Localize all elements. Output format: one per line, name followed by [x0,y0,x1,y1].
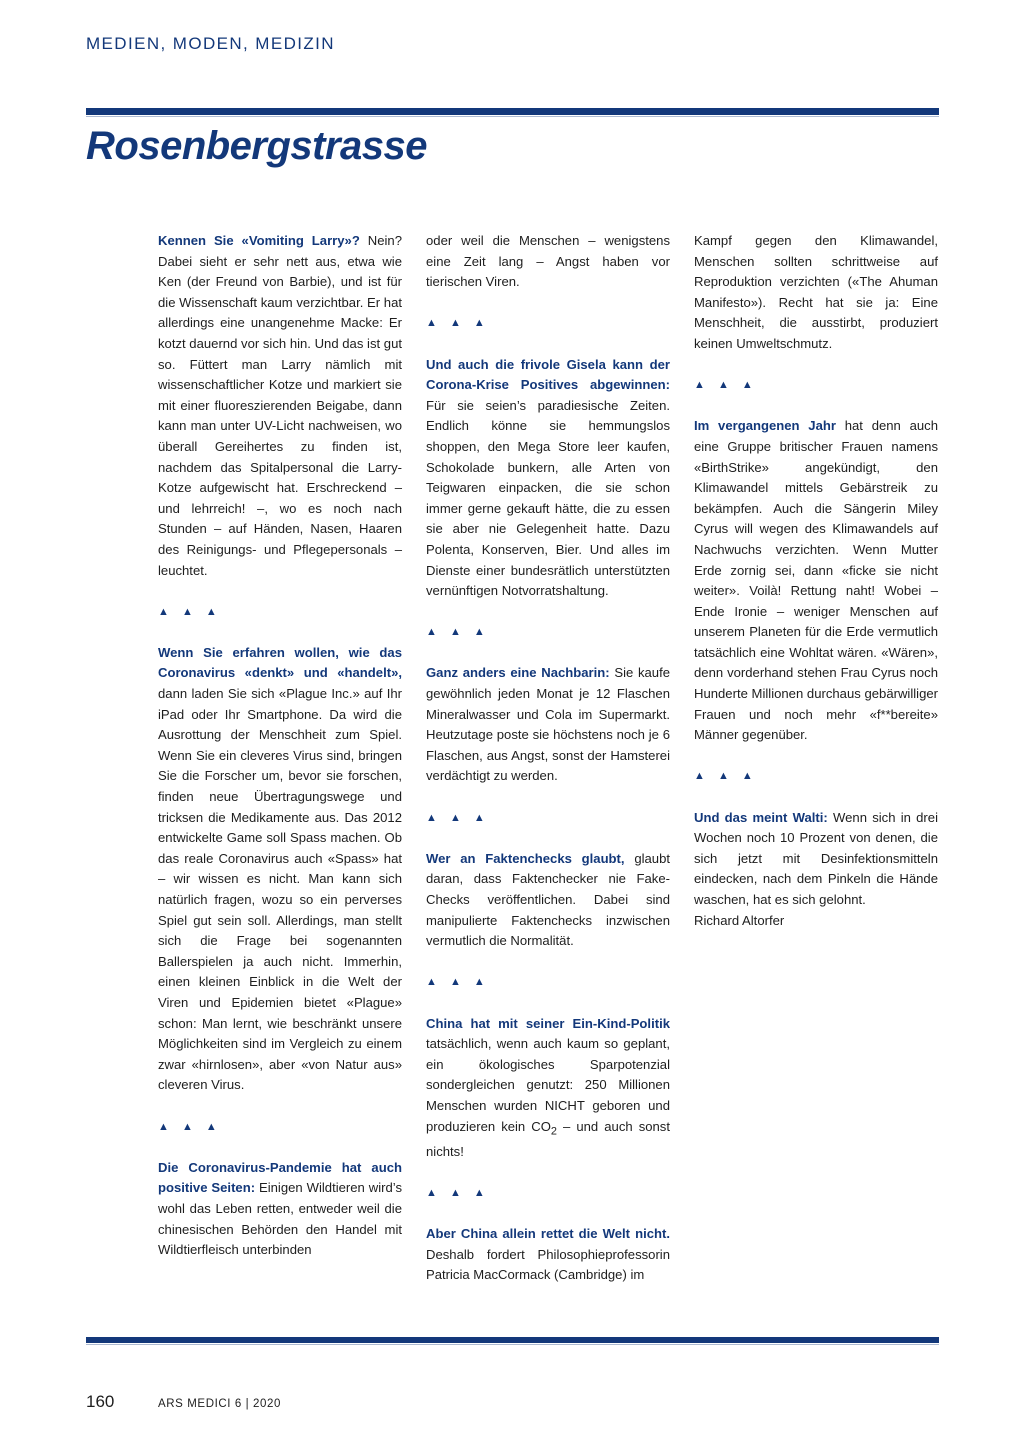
paragraph-text: Deshalb fordert Philosophieprofessorin Patricia MacCormack (Cambridge) im [426,1246,670,1283]
paragraph [426,849,670,952]
column-1 [158,231,402,1261]
separator-triangles: ▲ ▲ ▲ [426,626,490,639]
section-label: MEDIEN, MODEN, MEDIZIN [86,34,335,53]
separator-triangles: ▲ ▲ ▲ [694,770,758,783]
paragraph-text-tail: – und auch sonst nichts! [426,1118,670,1159]
paragraph-lead: China hat mit seiner Ein-Kind-Politik [426,1015,670,1031]
paragraph [426,1014,670,1163]
paragraph-text: hat denn auch eine Gruppe britischer Frauen namens «BirthStrike» angekündigt, den Klimawandel mittels Gebärstreik zu bekämpfen. Auch die Sängerin Miley Cyrus will wegen des Klimawandels auf Nachwuchs verzichten. Wenn Mutter Erde zornig sei, dann «ficke sie nicht weiter». Voilà! Rettung naht! Wobei – Ende Ironie – weniger Menschen auf unserem Planeten für die Erde vermutlich tatsächlich eine Wohltat wären. «Wären», denn vorderhand stehen Frau Cyrus noch Hunderte Millionen durchaus gebärwilliger Frauen und noch mehr «f**bereite» Männer gegenüber. [694,418,938,743]
journal-citation: ARS MEDICI 6 | 2020 [158,1398,282,1410]
column-2 [426,231,670,1286]
paragraph-lead: Und das meint Walti: [694,809,828,825]
paragraph [158,1158,402,1261]
paragraph-text: tatsächlich, wenn auch kaum so geplant, ein ökologisches Sparpotenzial sondergleichen genutzt: 250 Millionen Menschen wurden NICHT geboren und produzieren kein CO [426,1036,670,1134]
separator-triangles: ▲ ▲ ▲ [426,1186,490,1199]
paragraph-lead: Kennen Sie «Vomiting Larry»? [158,233,360,248]
paragraph [158,231,402,581]
article-title: Rosenbergstrasse [86,124,428,168]
separator-triangles: ▲ ▲ ▲ [158,1120,222,1133]
paragraph-lead: Die Coronavirus-Pandemie hat auch positive Seiten: [158,1159,402,1196]
paragraph [426,355,670,602]
top-rule [86,108,939,115]
paragraph-text: Wenn sich in drei Wochen noch 10 Prozent von denen, die sich jetzt mit Desinfektionsmitteln eindecken, nach dem Pinkeln die Hände waschen, hat es sich gelohnt. [694,809,938,907]
bottom-rule-thin [86,1344,939,1345]
paragraph-lead: Im vergangenen Jahr [694,418,836,434]
subscript: 2 [550,1125,557,1138]
paragraph-lead: Ganz anders eine Nachbarin: [426,665,610,681]
paragraph [426,663,670,787]
top-rule-thin [86,116,939,117]
paragraph-text: dann laden Sie sich «Plague Inc.» auf Ihr iPad oder Ihr Smartphone. Da wird die Ausrottung der Menschheit zum Spiel. Wenn Sie ein cleveres Virus sind, bringen Sie die Forscher um, bevor sie forschen, finden neue Übertragungswege und tricksen die Medikamente aus. Das 2012 entwickelte Game soll Spass machen. Ob das reale Coronavirus auch «Spass» hat – wir wissen es nicht. Man kann sich natürlich fragen, wozu so ein perverses Spiel gut sein soll. Allerdings, man stellt sich die Frage bei sogenannten Ballerspielen ja auch nicht. Immerhin, einen kleinen Einblick in die Welt der Viren und Epidemien bietet «Plague» schon: Man lernt, wie beschränkt unsere Möglichkeiten sind im Vergleich zu einem zwar «hirnlosen», aber «von Natur aus» cleveren Virus. [158,686,402,1093]
paragraph-lead: Wer an Faktenchecks glaubt, [426,850,625,866]
page-number: 160 [86,1392,115,1411]
separator-triangles: ▲ ▲ ▲ [158,605,222,618]
column-3 [694,231,938,931]
paragraph-lead: Aber China allein rettet die Welt nicht. [426,1226,670,1242]
paragraph [158,643,402,1096]
separator-triangles: ▲ ▲ ▲ [694,379,758,392]
paragraph-text: Einigen Wildtieren wird’s wohl das Leben retten, entweder weil die chinesischen Behörden den Handel mit Wildtierfleisch unterbinden [158,1180,402,1258]
paragraph-lead: Wenn Sie erfahren wollen, wie das Coronavirus «denkt» und «handelt», [158,644,402,681]
separator-triangles: ▲ ▲ ▲ [426,976,490,989]
paragraph-continued: oder weil die Menschen – wenigstens eine Zeit lang – Angst haben vor tierischen Viren. [426,233,670,290]
separator-triangles: ▲ ▲ ▲ [426,811,490,824]
paragraph [694,416,938,746]
paragraph-text: glaubt daran, dass Faktenchecker nie Fake-Checks veröffentlichen. Dabei sind manipulierte Faktenchecks inzwischen vermutlich die Normalität. [426,850,670,949]
paragraph [426,1224,670,1286]
paragraph-text: Nein? Dabei sieht er sehr nett aus, etwa wie Ken (der Freund von Barbie), und ist für die Wissenschaft kaum verzichtbar. Er hat allerdings eine unangenehme Macke: Er kotzt dauernd vor sich hin. Und das ist gut so. Füttert man Larry nämlich mit wissenschaftlicher Kotze und markiert sie mit einer fluoreszierenden Beigabe, dann kann man unter UV-Licht nachweisen, wo überall Gereihertes zu finden ist, nachdem das Spitalpersonal die Larry-Kotze aufgewischt hat. Erschreckend – und lehrreich! –, wo es noch nach Stunden – auf Händen, Nasen, Haaren des Reinigungs- und Pflegepersonals – leuchtet. [158,233,402,578]
paragraph-continued: Kampf gegen den Klimawandel, Menschen sollten schrittweise auf Reproduktion verzichten («The Ahuman Manifesto»). Recht hat sie ja: Eine Menschheit, die ausstirbt, produziert keinen Umweltschmutz. [694,233,938,351]
paragraph [694,808,938,911]
paragraph-text: Sie kaufe gewöhnlich jeden Monat je 12 Flaschen Mineralwasser und Cola im Supermarkt. Heutzutage poste sie höchstens noch je 6 Flaschen, aus Angst, sonst der Hamsterei verdächtigt zu werden. [426,665,670,784]
bottom-rule [86,1337,939,1343]
separator-triangles: ▲ ▲ ▲ [426,317,490,330]
author-name: Richard Altorfer [694,912,785,928]
paragraph-lead: Und auch die frivole Gisela kann der Corona-Krise Positives abgewinnen: [426,356,670,393]
paragraph-text: Für sie seien’s paradiesische Zeiten. Endlich könne sie hemmungslos shoppen, den Mega Store leer kaufen, Schokolade bunkern, alle Arten von Teigwaren einpacken, die sie schon immer gerne gekauft hätte, die zu essen sie aber nie Gelegenheit hatte. Dazu Polenta, Konserven, Bier. Und alles im Dienste einer bundesrätlich unterstützten vernünftigen Notvorratshaltung. [426,397,670,599]
